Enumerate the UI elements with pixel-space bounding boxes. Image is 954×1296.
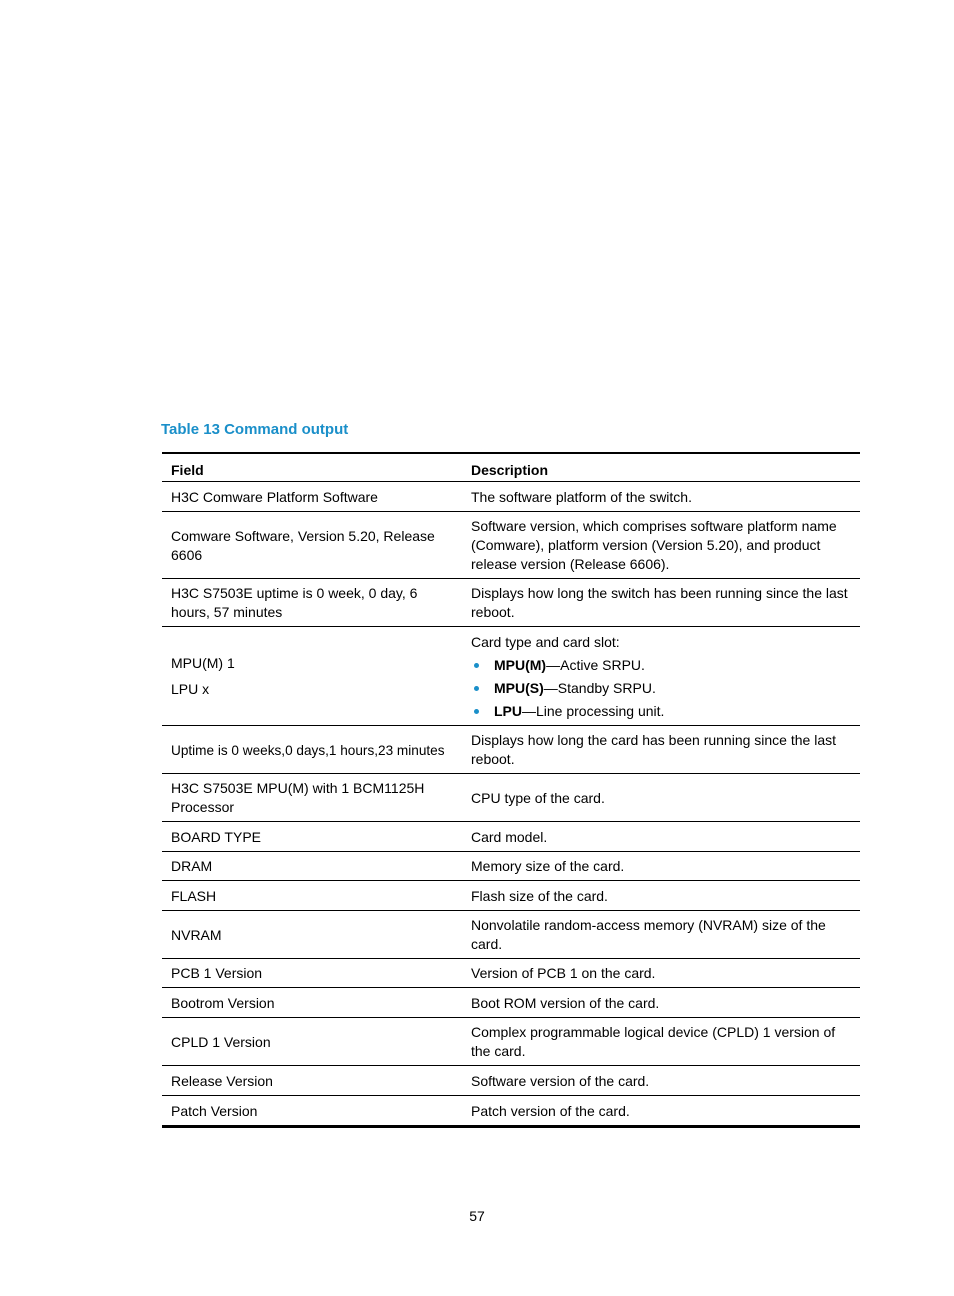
field-cell [162, 774, 462, 822]
table-row [162, 988, 860, 1018]
field-cell [162, 726, 462, 774]
header-field: Field [162, 453, 462, 482]
term-desc: —Line processing unit. [522, 702, 665, 719]
field-cell [162, 482, 462, 512]
table-row [162, 959, 860, 988]
header-description: Description [462, 453, 860, 482]
field-text: FLASH [171, 887, 217, 904]
field-cell [162, 911, 462, 959]
page-number: 57 [469, 1208, 485, 1224]
term: MPU(M) [494, 656, 547, 673]
description-cell: Patch version of the card. [462, 1096, 860, 1127]
list-item [471, 656, 852, 675]
field-text: H3C Comware Platform Software [171, 488, 378, 505]
description-cell: Nonvolatile random-access memory (NVRAM) size of the card. [462, 911, 860, 959]
field-text: H3C S7503E uptime is 0 week, 0 day, 6 hours, 57 minutes [171, 585, 418, 620]
field-text: BOARD TYPE [171, 828, 261, 845]
command-output-table [162, 452, 860, 1128]
term-desc: —Standby SRPU. [543, 679, 656, 696]
description-cell: Boot ROM version of the card. [462, 988, 860, 1018]
term: LPU [494, 702, 522, 719]
field-cell [162, 852, 462, 881]
field-text: MPU(M) 1 [171, 655, 235, 671]
description-cell: Software version, which comprises software platform name (Comware), platform version (Version 5.20), and product release version (Release 6606). [462, 512, 860, 579]
field-cell [162, 579, 462, 627]
field-text: CPLD 1 Version [171, 1033, 271, 1050]
field-text: PCB 1 Version [171, 965, 263, 981]
table-row [162, 512, 860, 579]
field-text: LPU x [171, 681, 210, 697]
field-text: H3C S7503E MPU(M) with 1 BCM1125H Processor [171, 780, 425, 815]
field-text: Release Version [171, 1072, 273, 1089]
field-text: DRAM [171, 858, 213, 874]
table-row [162, 1018, 860, 1066]
table-row [162, 822, 860, 852]
description-cell: CPU type of the card. [462, 774, 860, 822]
table-row [162, 911, 860, 959]
description-cell: Card model. [462, 822, 860, 852]
description-cell [462, 627, 860, 726]
field-text: Patch Version [171, 1102, 258, 1119]
table-row [162, 726, 860, 774]
term-desc: —Active SRPU. [546, 656, 645, 673]
field-cell [162, 822, 462, 852]
field-text: Comware Software, Version 5.20, Release 6606 [171, 527, 435, 563]
field-cell [162, 512, 462, 579]
list-item [471, 679, 852, 698]
field-cell [162, 1096, 462, 1127]
table-row [162, 627, 860, 726]
table-row [162, 1066, 860, 1096]
field-cell [162, 881, 462, 911]
field-cell [162, 988, 462, 1018]
field-cell [162, 959, 462, 988]
term: MPU(S) [494, 679, 544, 696]
table-row [162, 482, 860, 512]
list-item [471, 702, 852, 721]
card-type-list [471, 656, 852, 721]
description-cell: Complex programmable logical device (CPLD) 1 version of the card. [462, 1018, 860, 1066]
description-cell: Memory size of the card. [462, 852, 860, 881]
field-text: Uptime is 0 weeks,0 days,1 hours,23 minutes [171, 742, 445, 758]
description-cell: Flash size of the card. [462, 881, 860, 911]
description-cell: Displays how long the switch has been running since the last reboot. [462, 579, 860, 627]
field-cell [162, 627, 462, 726]
table-row [162, 774, 860, 822]
field-text: Bootrom Version [171, 994, 275, 1011]
field-cell [162, 1018, 462, 1066]
table-row [162, 852, 860, 881]
description-cell: Displays how long the card has been running since the last reboot. [462, 726, 860, 774]
table-row [162, 579, 860, 627]
table-caption: Table 13 Command output [161, 421, 349, 438]
description-cell: Version of PCB 1 on the card. [462, 959, 860, 988]
field-text: NVRAM [171, 926, 222, 943]
table-row [162, 1096, 860, 1127]
table-header-row [162, 453, 860, 482]
description-cell: The software platform of the switch. [462, 482, 860, 512]
table-row [162, 881, 860, 911]
description-cell: Software version of the card. [462, 1066, 860, 1096]
description-intro: Card type and card slot: [471, 633, 620, 650]
field-cell [162, 1066, 462, 1096]
